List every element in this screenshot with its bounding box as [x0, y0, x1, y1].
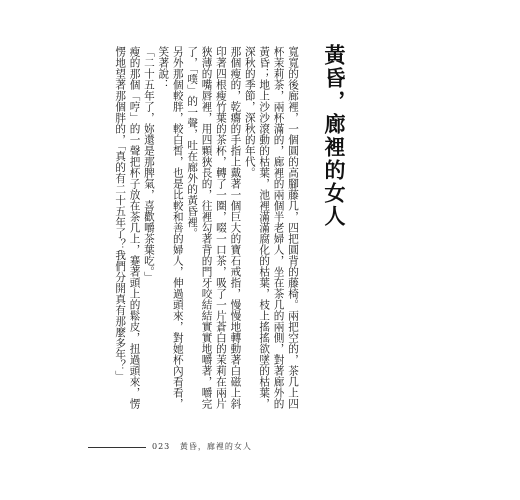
chapter-title: 黃昏，廊裡的女人 — [322, 44, 347, 228]
page-footer — [152, 441, 252, 453]
footer-rule — [88, 447, 146, 448]
paragraph: 瘦的那個「哼」的一聲把杯子放在茶几上，蹇著頭上的鬆皮，扭過頭來，愣愣地望著那個胖的，「真的有二十五年了？我們分開真有那麼多年？」 — [114, 46, 141, 409]
paragraph: 另外那個較胖，較白皙，也是比較和善的婦人，伸過頭來，對她杯內看看，笑著說： — [157, 46, 184, 409]
running-title: 黃昏，廊裡的女人 — [179, 442, 252, 451]
body-text — [114, 46, 300, 418]
paragraph: 寬寬的後廊裡，一個圓的高腳藤几，四把圓背的藤椅。兩把空的，茶几上四杯茉莉茶，兩杯滿的，廊裡的兩個半老婦人，坐在茶几的兩側，對著廊外的黃昏；地上沙沙滾動的枯葉，池裡滿滿腐化的枯葉，枝上搖搖欲墜的枯葉，深秋的季節，深秋的年代。 — [243, 46, 299, 409]
page-number: 023 — [152, 442, 171, 451]
paragraph: 那個瘦的，乾癟的手指上戴著一個巨大的寶石戒指，慢慢地轉動著白磁上斜印著四根瘦竹葉的茶杯，轉了一圈，啜一口茶，吸了一片蒼白的茉莉在兩片狹薄的嘴唇裡，用四顆狹長的，往裡勾著背的門牙咬結結實實地嚼著，嚼完了，「噗」的一聲，吐在廊外的黃昏裡。 — [186, 46, 242, 409]
paragraph: 「二十五年了，妳還是那脾氣，喜歡嚼茶葉吃。」 — [142, 46, 155, 283]
